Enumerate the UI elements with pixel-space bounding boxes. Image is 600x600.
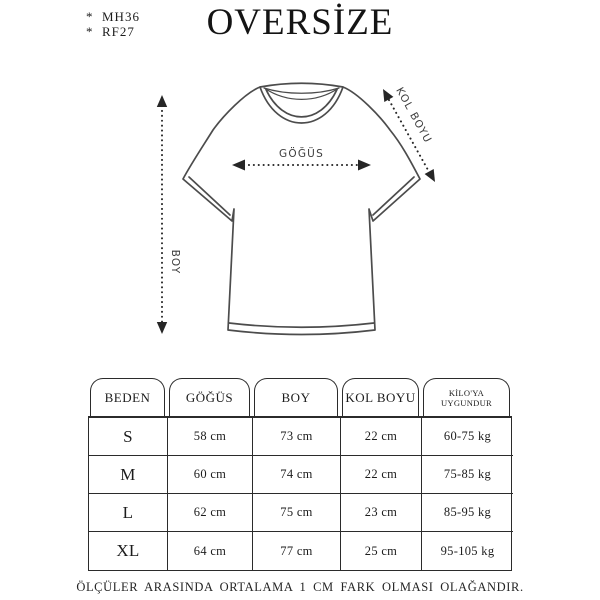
- weight-value: 75-85 kg: [422, 456, 513, 494]
- sleeve-value: 22 cm: [341, 456, 422, 494]
- length-arrow: [157, 95, 167, 334]
- size-value: S: [89, 418, 168, 456]
- size-table-header: [88, 378, 512, 418]
- tshirt-drawing: [183, 83, 420, 334]
- page-title: OVERSİZE: [206, 2, 394, 43]
- sleeve-arrow-bottom-head: [425, 169, 435, 182]
- size-table-body: [88, 418, 512, 571]
- length-arrow-bottom-head: [157, 322, 167, 334]
- sleeve-value: 23 cm: [341, 494, 422, 532]
- product-code-line-2: * RF27: [86, 24, 135, 39]
- size-value: XL: [89, 532, 168, 570]
- weight-value: 85-95 kg: [422, 494, 513, 532]
- weight-value: 60-75 kg: [422, 418, 513, 456]
- chest-label: GÖĞÜS: [279, 148, 324, 160]
- size-value: M: [89, 456, 168, 494]
- tshirt-measurement-diagram: [140, 72, 460, 352]
- column-header-boy: BOY: [254, 378, 338, 416]
- column-header-kilo: KİLO'YA UYGUNDUR: [423, 378, 510, 416]
- product-code-line-1: * MH36: [86, 9, 140, 24]
- length-value: 77 cm: [253, 532, 341, 570]
- sleeve-value: 22 cm: [341, 418, 422, 456]
- length-value: 75 cm: [253, 494, 341, 532]
- column-header-kol-boyu: KOL BOYU: [342, 378, 419, 416]
- chest-value: 58 cm: [168, 418, 253, 456]
- chest-value: 62 cm: [168, 494, 253, 532]
- length-arrow-top-head: [157, 95, 167, 107]
- sleeve-value: 25 cm: [341, 532, 422, 570]
- length-value: 73 cm: [253, 418, 341, 456]
- weight-value: 95-105 kg: [440, 543, 495, 558]
- length-label: BOY: [169, 249, 181, 275]
- size-table: [88, 378, 512, 571]
- sleeve-label: KOL BOYU: [393, 85, 434, 146]
- column-header-beden: BEDEN: [90, 378, 165, 416]
- tshirt-outline: [183, 83, 420, 334]
- chest-value: 60 cm: [168, 456, 253, 494]
- chest-value: 64 cm: [168, 532, 253, 570]
- size-value: L: [89, 494, 168, 532]
- column-header-gogus: GÖĞÜS: [169, 378, 250, 416]
- measurement-disclaimer: ÖLÇÜLER ARASINDA ORTALAMA 1 CM FARK OLMASI OLAĞANDIR.: [76, 580, 524, 594]
- length-value: 74 cm: [253, 456, 341, 494]
